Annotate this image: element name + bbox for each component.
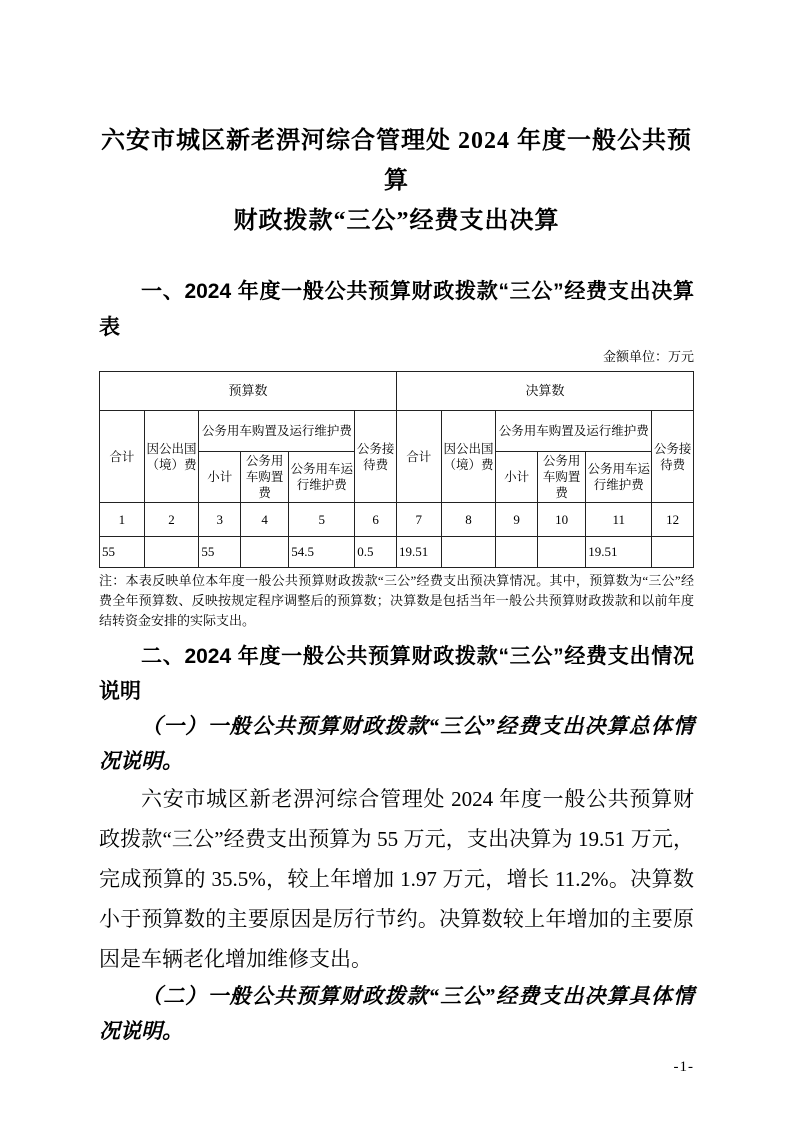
subsection2-heading-line1: （二）一般公共预算财政拨款“三公”经费支出决算具体情 xyxy=(141,984,694,1008)
value-final-maintain: 19.51 xyxy=(586,537,652,568)
section2-heading-line2: 说明 xyxy=(99,680,141,703)
value-budget-reception: 0.5 xyxy=(355,537,397,568)
table-header-budget-vehicle-group: 公务用车购置及运行维护费 xyxy=(199,411,355,452)
col-index-11: 11 xyxy=(586,503,652,537)
table-header-final-subtotal: 小计 xyxy=(496,452,538,503)
paragraph-line-5: 因是车辆老化增加维修支出。 xyxy=(99,947,372,971)
value-budget-subtotal: 55 xyxy=(199,537,241,568)
three-public-expense-table xyxy=(99,371,694,568)
table-header-budget-maintain: 公务用车运行维护费 xyxy=(289,452,355,503)
table-value-row xyxy=(100,537,694,568)
subsection1-heading-line1: （一）一般公共预算财政拨款“三公”经费支出决算总体情 xyxy=(141,714,694,738)
table-header-budget-group: 预算数 xyxy=(100,372,397,411)
table-header-final-maintain: 公务用车运行维护费 xyxy=(586,452,652,503)
col-index-3: 3 xyxy=(199,503,241,537)
section2-heading-line1: 二、2024 年度一般公共预算财政拨款“三公”经费支出情况 xyxy=(141,645,694,668)
table-header-final-reception: 公务接待费 xyxy=(652,411,694,503)
table-column-index-row xyxy=(100,503,694,537)
col-index-6: 6 xyxy=(355,503,397,537)
subsection1-heading-line2: 况说明。 xyxy=(99,749,183,773)
paragraph-line-3: 完成预算的 35.5%，较上年增加 1.97 万元，增长 11.2%。决算数 xyxy=(99,867,694,891)
value-final-purchase xyxy=(538,537,586,568)
table-header-final-vehicle-group: 公务用车购置及运行维护费 xyxy=(496,411,652,452)
page-number: -1- xyxy=(673,1059,694,1075)
value-budget-maintain: 54.5 xyxy=(289,537,355,568)
col-index-12: 12 xyxy=(652,503,694,537)
col-index-10: 10 xyxy=(538,503,586,537)
paragraph-line-2: 政拨款“三公”经费支出预算为 55 万元，支出决算为 19.51 万元， xyxy=(99,827,694,851)
col-index-9: 9 xyxy=(496,503,538,537)
col-index-5: 5 xyxy=(289,503,355,537)
section1-heading xyxy=(99,274,694,346)
value-final-total: 19.51 xyxy=(396,537,441,568)
section2-heading xyxy=(99,639,694,709)
table-header-budget-abroad: 因公出国（境）费 xyxy=(144,411,199,503)
subsection2-heading-line2: 况说明。 xyxy=(99,1019,183,1043)
table-header-final-abroad: 因公出国（境）费 xyxy=(441,411,496,503)
col-index-7: 7 xyxy=(396,503,441,537)
overall-situation-paragraph xyxy=(99,779,694,979)
col-index-2: 2 xyxy=(144,503,199,537)
value-final-reception xyxy=(652,537,694,568)
table-header-budget-subtotal: 小计 xyxy=(199,452,241,503)
value-final-abroad xyxy=(441,537,496,568)
document-title-line1: 六安市城区新老淠河综合管理处 2024 年度一般公共预算 xyxy=(101,128,692,194)
value-budget-abroad xyxy=(144,537,199,568)
subsection1-heading xyxy=(99,709,694,779)
document-title xyxy=(99,121,694,241)
section1-heading-line2: 表 xyxy=(99,316,120,339)
value-final-subtotal xyxy=(496,537,538,568)
table-header-final-total: 合计 xyxy=(396,411,441,503)
subsection2-heading xyxy=(99,979,694,1049)
col-index-4: 4 xyxy=(241,503,289,537)
col-index-8: 8 xyxy=(441,503,496,537)
table-header-budget-reception: 公务接待费 xyxy=(355,411,397,503)
document-title-line2: 财政拨款“三公”经费支出决算 xyxy=(233,208,560,234)
amount-unit-label: 金额单位：万元 xyxy=(602,349,694,364)
value-budget-total: 55 xyxy=(100,537,145,568)
paragraph-line-1: 六安市城区新老淠河综合管理处 2024 年度一般公共预算财 xyxy=(141,787,694,811)
table-header-budget-purchase: 公务用车购置费 xyxy=(241,452,289,503)
table-header-budget-total: 合计 xyxy=(100,411,145,503)
table-note: 注：本表反映单位本年度一般公共预算财政拨款“三公”经费支出预决算情况。其中，预算数为“三公”经费全年预算数、反映按规定程序调整后的预算数；决算数是包括当年一般公共预算财政拨款和以前年度结转资金安排的实际支出。 xyxy=(99,573,694,628)
table-header-final-group: 决算数 xyxy=(396,372,693,411)
value-budget-purchase xyxy=(241,537,289,568)
table-header-final-purchase: 公务用车购置费 xyxy=(538,452,586,503)
paragraph-line-4: 小于预算数的主要原因是厉行节约。决算数较上年增加的主要原 xyxy=(99,907,694,931)
section1-heading-line1: 一、2024 年度一般公共预算财政拨款“三公”经费支出决算 xyxy=(141,280,694,303)
col-index-1: 1 xyxy=(100,503,145,537)
